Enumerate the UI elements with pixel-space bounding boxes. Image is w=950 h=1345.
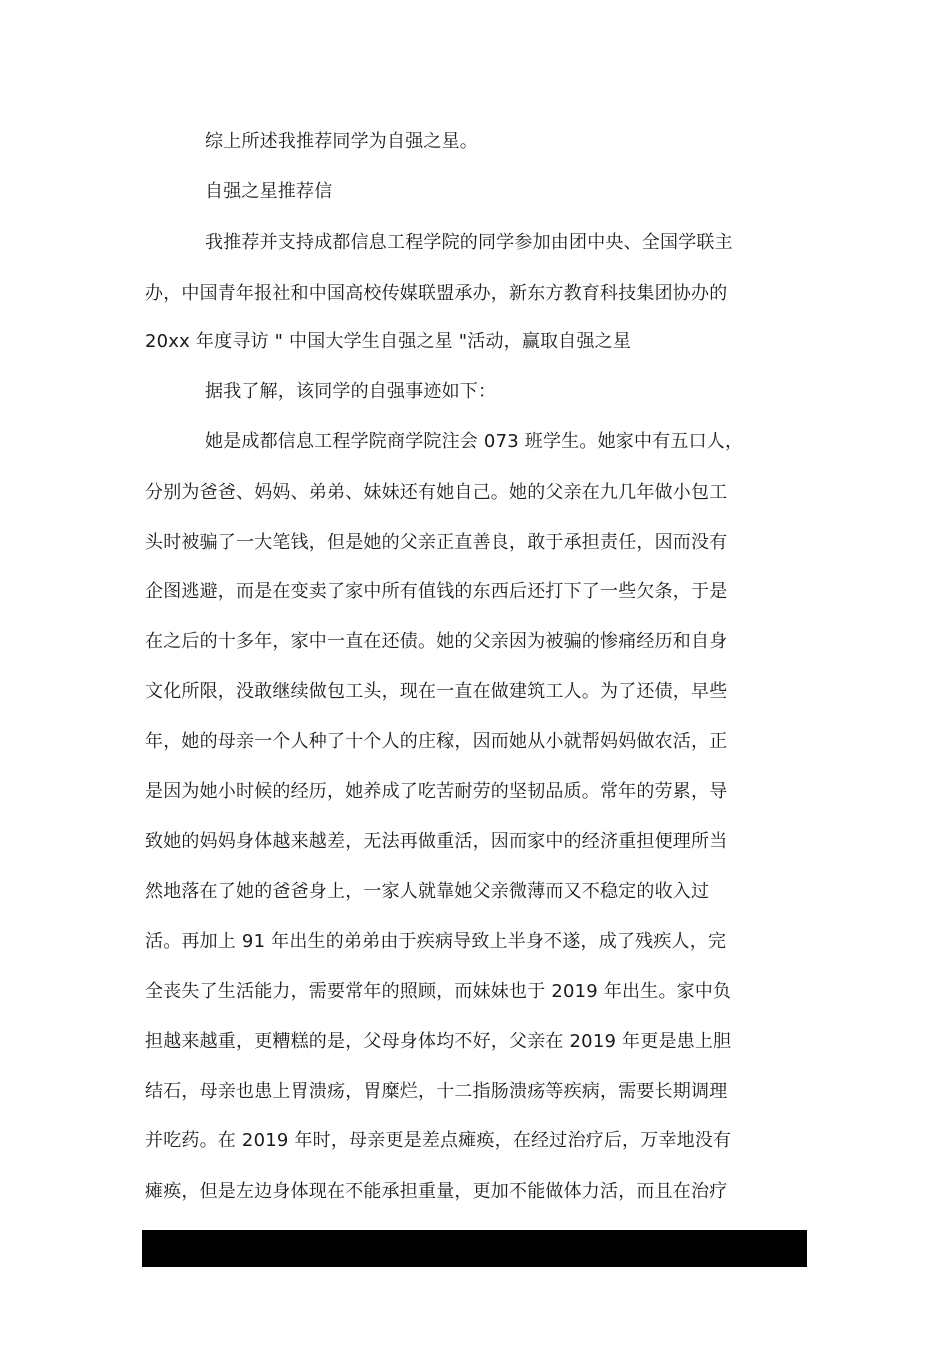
- text-line: 担越来越重，更糟糕的是，父母身体均不好，父亲在 2019 年更是患上胆: [145, 1031, 732, 1052]
- text-line: 文化所限，没敢继续做包工头，现在一直在做建筑工人。为了还债，早些: [145, 681, 728, 702]
- text-line: 头时被骗了一大笔钱，但是她的父亲正直善良，敢于承担责任，因而没有: [145, 532, 728, 553]
- text-line: 活。再加上 91 年出生的弟弟由于疾病导致上半身不遂，成了残疾人，完: [145, 931, 727, 952]
- text-line: 我推荐并支持成都信息工程学院的同学参加由团中央、全国学联主: [205, 232, 733, 253]
- text-line: 然地落在了她的爸爸身上，一家人就靠她父亲微薄而又不稳定的收入过: [145, 881, 710, 902]
- text-line: 结石，母亲也患上胃溃疡，胃糜烂，十二指肠溃疡等疾病，需要长期调理: [145, 1081, 728, 1102]
- text-line: 全丧失了生活能力，需要常年的照顾，而妹妹也于 2019 年出生。家中负: [145, 981, 732, 1002]
- text-line: 她是成都信息工程学院商学院注会 073 班学生。她家中有五口人，: [205, 431, 744, 452]
- text-line: 年，她的母亲一个人种了十个人的庄稼，因而她从小就帮妈妈做农活，正: [145, 731, 728, 752]
- text-line: 20xx 年度寻访 " 中国大学生自强之星 "活动，赢取自强之星: [145, 331, 632, 352]
- text-line: 综上所述我推荐同学为自强之星。: [205, 131, 478, 152]
- text-line: 并吃药。在 2019 年时，母亲更是差点瘫痪，在经过治疗后，万幸地没有: [145, 1130, 732, 1151]
- text-line: 瘫痪，但是左边身体现在不能承担重量，更加不能做体力活，而且在治疗: [145, 1181, 728, 1202]
- redaction-bar: [142, 1230, 807, 1267]
- text-line: 致她的妈妈身体越来越差，无法再做重活，因而家中的经济重担便理所当: [145, 831, 728, 852]
- text-line: 企图逃避，而是在变卖了家中所有值钱的东西后还打下了一些欠条，于是: [145, 581, 728, 602]
- letter-title: 自强之星推荐信: [205, 181, 333, 202]
- text-line: 是因为她小时候的经历，她养成了吃苦耐劳的坚韧品质。常年的劳累，导: [145, 781, 728, 802]
- text-line: 办，中国青年报社和中国高校传媒联盟承办，新东方教育科技集团协办的: [145, 283, 728, 304]
- text-line: 分别为爸爸、妈妈、弟弟、妹妹还有她自己。她的父亲在九几年做小包工: [145, 482, 728, 503]
- text-line: 在之后的十多年，家中一直在还债。她的父亲因为被骗的惨痛经历和自身: [145, 631, 728, 652]
- text-line: 据我了解，该同学的自强事迹如下：: [205, 381, 497, 402]
